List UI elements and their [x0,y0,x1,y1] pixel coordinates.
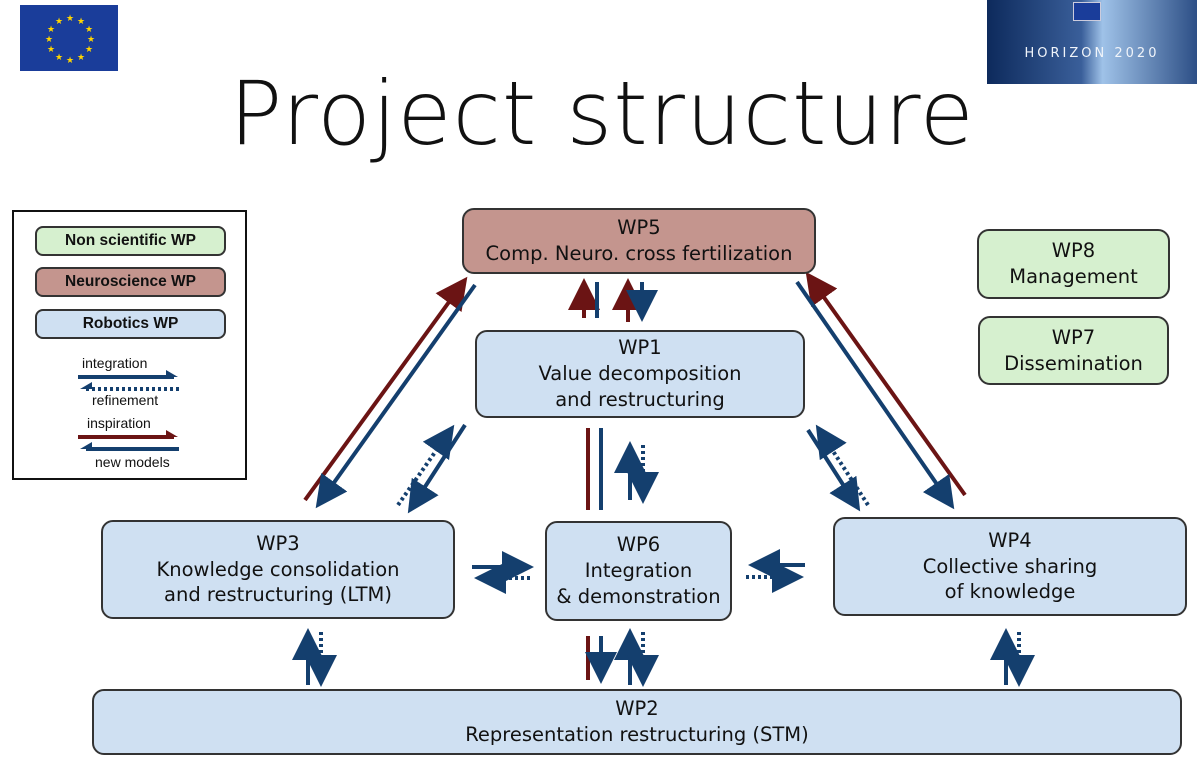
svg-text:★: ★ [47,45,56,55]
horizon-2020-text: HORIZON 2020 [1024,46,1160,61]
wp8-id: WP8 [1051,239,1096,263]
svg-text:★: ★ [66,56,75,66]
wp7-box [978,316,1169,385]
arrow-wp5-wp1 [584,282,642,322]
wp2-name: Representation restructuring (STM) [465,723,809,746]
legend-refinement-label: refinement [92,392,159,408]
wp6-line2: & demonstration [556,584,721,608]
wp3-box [101,520,455,619]
wp5-id: WP5 [617,216,661,240]
legend-robotics: Robotics WP [35,309,226,339]
legend-neuro: Neuroscience WP [35,267,226,297]
arrow-wp3-wp5 [305,280,475,505]
wp1-line1: Value decomposition [538,362,742,386]
arrow-wp4-wp2 [1006,632,1019,685]
arrow-wp1-wp6 [588,428,643,510]
wp6-line1: Integration [584,559,693,583]
wp4-id: WP4 [988,528,1032,552]
svg-text:★: ★ [45,35,54,45]
wp4-line1: Collective sharing [922,554,1098,578]
arrow-wp1-wp4 [808,428,868,508]
wp1-line2: and restructuring [555,387,725,411]
legend-new-models-label: new models [95,454,170,470]
wp5-name: Comp. Neuro. cross fertilization [485,242,793,265]
wp3-line1: Knowledge consolidation [156,557,400,581]
wp8-box [977,229,1170,299]
svg-text:★: ★ [77,17,86,27]
legend-arrow-samples [14,212,249,482]
arrow-wp4-wp6 [746,565,805,577]
wp6-id: WP6 [616,533,661,557]
svg-text:★: ★ [77,53,86,63]
wp4-box [833,517,1187,616]
arrow-wp3-wp6 [472,567,530,578]
arrow-wp3-wp2 [308,632,321,685]
wp4-line2: of knowledge [944,580,1076,604]
svg-text:★: ★ [87,35,96,45]
svg-text:★: ★ [55,53,64,63]
wp3-id: WP3 [256,531,300,555]
wp7-name: Dissemination [1004,351,1143,375]
wp1-id: WP1 [618,336,662,360]
wp2-id: WP2 [615,697,659,721]
arrow-wp3-wp1 [398,425,465,510]
wp1-box [475,330,805,418]
wp7-id: WP7 [1051,325,1096,349]
svg-text:★: ★ [47,25,56,35]
legend-inspiration-label: inspiration [87,415,151,431]
svg-text:★: ★ [55,17,64,27]
legend-nonsci: Non scientific WP [35,226,226,256]
wp2-box [92,689,1182,755]
arrow-wp6-wp2 [588,632,643,685]
svg-text:★: ★ [66,14,75,24]
wp6-box [545,521,732,621]
wp3-line2: and restructuring (LTM) [164,583,392,607]
arrow-wp5-wp4 [797,275,965,506]
svg-text:★: ★ [85,45,94,55]
page-title: Project structure [229,62,975,165]
svg-text:★: ★ [85,25,94,35]
legend [12,210,247,480]
legend-integration-label: integration [82,355,148,371]
wp5-box [462,208,816,274]
wp8-name: Management [1009,265,1138,288]
